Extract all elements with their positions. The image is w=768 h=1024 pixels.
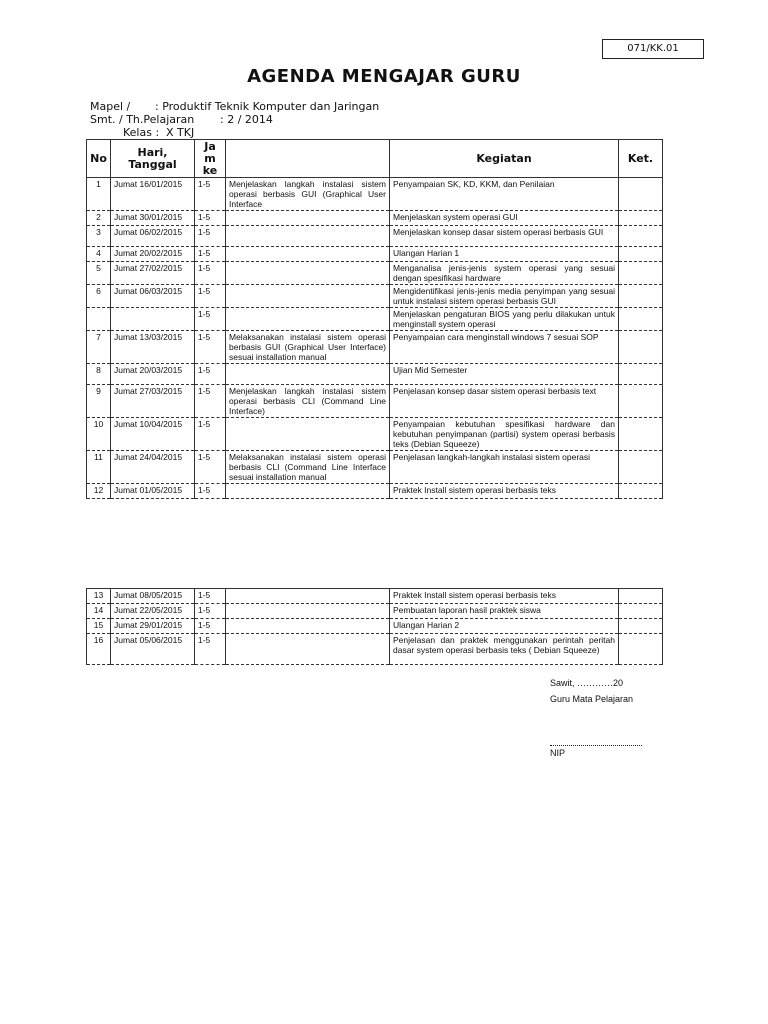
table-row [87, 226, 663, 247]
signature-place-date: Sawit, …………20 [550, 678, 624, 688]
cell-jam: 1-5 [195, 211, 226, 226]
cell-ket [619, 211, 663, 226]
cell-no: 10 [87, 418, 111, 451]
cell-jam: 1-5 [195, 247, 226, 262]
cell-kegiatan: Ujian Mid Semester [390, 364, 619, 385]
cell-ket [619, 634, 663, 665]
cell-no: 15 [87, 619, 111, 634]
cell-jam: 1-5 [195, 178, 226, 211]
cell-ket [619, 604, 663, 619]
cell-jam: 1-5 [195, 451, 226, 484]
cell-materi [226, 634, 390, 665]
cell-jam: 1-5 [195, 308, 226, 331]
cell-jam: 1-5 [195, 385, 226, 418]
table-row [87, 589, 663, 604]
cell-no: 11 [87, 451, 111, 484]
cell-ket [619, 385, 663, 418]
kelas-value: X TKJ [166, 126, 195, 139]
table-row [87, 331, 663, 364]
agenda-table-continued [86, 588, 663, 665]
cell-kegiatan: Penyampaian kebutuhan spesifikasi hardware dan kebutuhan penyimpanan (partisi) system operasi berbasis teks (Debian Squeeze) [390, 418, 619, 451]
cell-ket [619, 484, 663, 499]
table-row [87, 604, 663, 619]
cell-materi [226, 247, 390, 262]
cell-materi: Menjelaskan langkah instalasi sistem operasi berbasis CLI (Command Line Interface) [226, 385, 390, 418]
cell-date: Jumat 10/04/2015 [111, 418, 195, 451]
table-row [87, 385, 663, 418]
semester-value: : 2 / 2014 [220, 113, 273, 126]
cell-jam: 1-5 [195, 226, 226, 247]
cell-ket [619, 451, 663, 484]
cell-date: Jumat 08/05/2015 [111, 589, 195, 604]
table-row [87, 364, 663, 385]
cell-jam: 1-5 [195, 484, 226, 499]
cell-materi [226, 589, 390, 604]
cell-kegiatan: Pembuatan laporan hasil praktek siswa [390, 604, 619, 619]
cell-materi [226, 418, 390, 451]
cell-ket [619, 331, 663, 364]
cell-no: 7 [87, 331, 111, 364]
cell-jam: 1-5 [195, 589, 226, 604]
table-row [87, 247, 663, 262]
cell-jam: 1-5 [195, 418, 226, 451]
cell-date: Jumat 05/06/2015 [111, 634, 195, 665]
cell-materi [226, 604, 390, 619]
table-row [87, 308, 663, 331]
cell-ket [619, 308, 663, 331]
header-hari-tanggal: Hari, Tanggal [111, 140, 195, 178]
cell-ket [619, 364, 663, 385]
header-no: No [87, 140, 111, 178]
cell-materi [226, 226, 390, 247]
cell-date: Jumat 06/02/2015 [111, 226, 195, 247]
cell-materi: Melaksanakan instalasi sistem operasi berbasis CLI (Command Line Interface sesuai installation manual [226, 451, 390, 484]
table-row [87, 634, 663, 665]
cell-jam: 1-5 [195, 331, 226, 364]
cell-date: Jumat 13/03/2015 [111, 331, 195, 364]
cell-kegiatan: Penjelasan dan praktek menggunakan perintah peritah dasar system operasi berbasis teks ( Debian Squeeze) [390, 634, 619, 665]
cell-materi [226, 364, 390, 385]
cell-kegiatan: Praktek Install sistem operasi berbasis teks [390, 484, 619, 499]
signature-role: Guru Mata Pelajaran [550, 694, 634, 704]
cell-no: 6 [87, 285, 111, 308]
cell-no: 16 [87, 634, 111, 665]
header-jam-ke: Ja m ke [195, 140, 226, 178]
cell-date: Jumat 06/03/2015 [111, 285, 195, 308]
cell-ket [619, 619, 663, 634]
cell-date: Jumat 01/05/2015 [111, 484, 195, 499]
cell-materi [226, 484, 390, 499]
cell-kegiatan: Penyampaian cara menginstall windows 7 sesuai SOP [390, 331, 619, 364]
cell-kegiatan: Penyampaian SK, KD, KKM, dan Penilaian [390, 178, 619, 211]
cell-date: Jumat 16/01/2015 [111, 178, 195, 211]
cell-ket [619, 418, 663, 451]
cell-materi: Menjelaskan langkah instalasi sistem operasi berbasis GUI (Graphical User Interface [226, 178, 390, 211]
cell-kegiatan: Ulangan Harian 2 [390, 619, 619, 634]
mapel-value: : Produktif Teknik Komputer dan Jaringan [155, 100, 380, 113]
cell-jam: 1-5 [195, 604, 226, 619]
table-row [87, 619, 663, 634]
cell-date: Jumat 24/04/2015 [111, 451, 195, 484]
table-row [87, 211, 663, 226]
cell-date: Jumat 20/02/2015 [111, 247, 195, 262]
mapel-label: Mapel / [90, 100, 131, 113]
cell-jam: 1-5 [195, 262, 226, 285]
kelas-label: Kelas : [123, 126, 160, 139]
cell-kegiatan: Praktek Install sistem operasi berbasis teks [390, 589, 619, 604]
cell-jam: 1-5 [195, 285, 226, 308]
cell-kegiatan: Menjelaskan pengaturan BIOS yang perlu dilakukan untuk menginstall system operasi [390, 308, 619, 331]
cell-materi [226, 211, 390, 226]
cell-date: Jumat 22/05/2015 [111, 604, 195, 619]
cell-jam: 1-5 [195, 364, 226, 385]
table-row [87, 418, 663, 451]
cell-no: 8 [87, 364, 111, 385]
cell-date [111, 308, 195, 331]
signature-line [550, 745, 642, 746]
cell-ket [619, 285, 663, 308]
signature-nip: NIP [550, 748, 566, 758]
cell-no: 9 [87, 385, 111, 418]
cell-ket [619, 589, 663, 604]
cell-no: 2 [87, 211, 111, 226]
cell-kegiatan: Mengidentifikasi jenis-jenis media penyimpan yang sesuai untuk instalasi sistem operasi berbasis GUI [390, 285, 619, 308]
cell-jam: 1-5 [195, 619, 226, 634]
cell-ket [619, 178, 663, 211]
cell-no: 5 [87, 262, 111, 285]
cell-kegiatan: Menjelaskan system operasi GUI [390, 211, 619, 226]
cell-no: 12 [87, 484, 111, 499]
header-materi [226, 140, 390, 178]
cell-date: Jumat 27/02/2015 [111, 262, 195, 285]
cell-date: Jumat 27/03/2015 [111, 385, 195, 418]
cell-ket [619, 262, 663, 285]
agenda-table [86, 139, 663, 499]
cell-kegiatan: Penjelasan langkah-langkah instalasi sistem operasi [390, 451, 619, 484]
table-row [87, 178, 663, 211]
cell-jam: 1-5 [195, 634, 226, 665]
table-row [87, 262, 663, 285]
cell-materi [226, 262, 390, 285]
cell-no: 3 [87, 226, 111, 247]
cell-no: 4 [87, 247, 111, 262]
cell-materi: Melaksanakan instalasi sistem operasi berbasis GUI (Graphical User Interface) sesuai installation manual [226, 331, 390, 364]
cell-no: 14 [87, 604, 111, 619]
cell-no: 13 [87, 589, 111, 604]
page-title: AGENDA MENGAJAR GURU [247, 66, 521, 87]
cell-kegiatan: Menganalisa jenis-jenis system operasi yang sesuai dengan spesifikasi hardware [390, 262, 619, 285]
cell-kegiatan: Ulangan Harian 1 [390, 247, 619, 262]
table-row [87, 285, 663, 308]
cell-no: 1 [87, 178, 111, 211]
header-kegiatan: Kegiatan [390, 140, 619, 178]
table-header-row [87, 140, 663, 178]
cell-kegiatan: Penjelasan konsep dasar sistem operasi berbasis text [390, 385, 619, 418]
cell-materi [226, 619, 390, 634]
cell-materi [226, 285, 390, 308]
header-keterangan: Ket. [619, 140, 663, 178]
cell-materi [226, 308, 390, 331]
cell-date: Jumat 30/01/2015 [111, 211, 195, 226]
table-row [87, 451, 663, 484]
semester-label: Smt. / Th.Pelajaran [90, 113, 195, 126]
table-row [87, 484, 663, 499]
cell-date: Jumat 20/03/2015 [111, 364, 195, 385]
cell-ket [619, 247, 663, 262]
cell-no [87, 308, 111, 331]
cell-ket [619, 226, 663, 247]
document-code: 071/KK.01 [602, 39, 704, 59]
cell-date: Jumat 29/01/2015 [111, 619, 195, 634]
cell-kegiatan: Menjelaskan konsep dasar sistem operasi berbasis GUI [390, 226, 619, 247]
